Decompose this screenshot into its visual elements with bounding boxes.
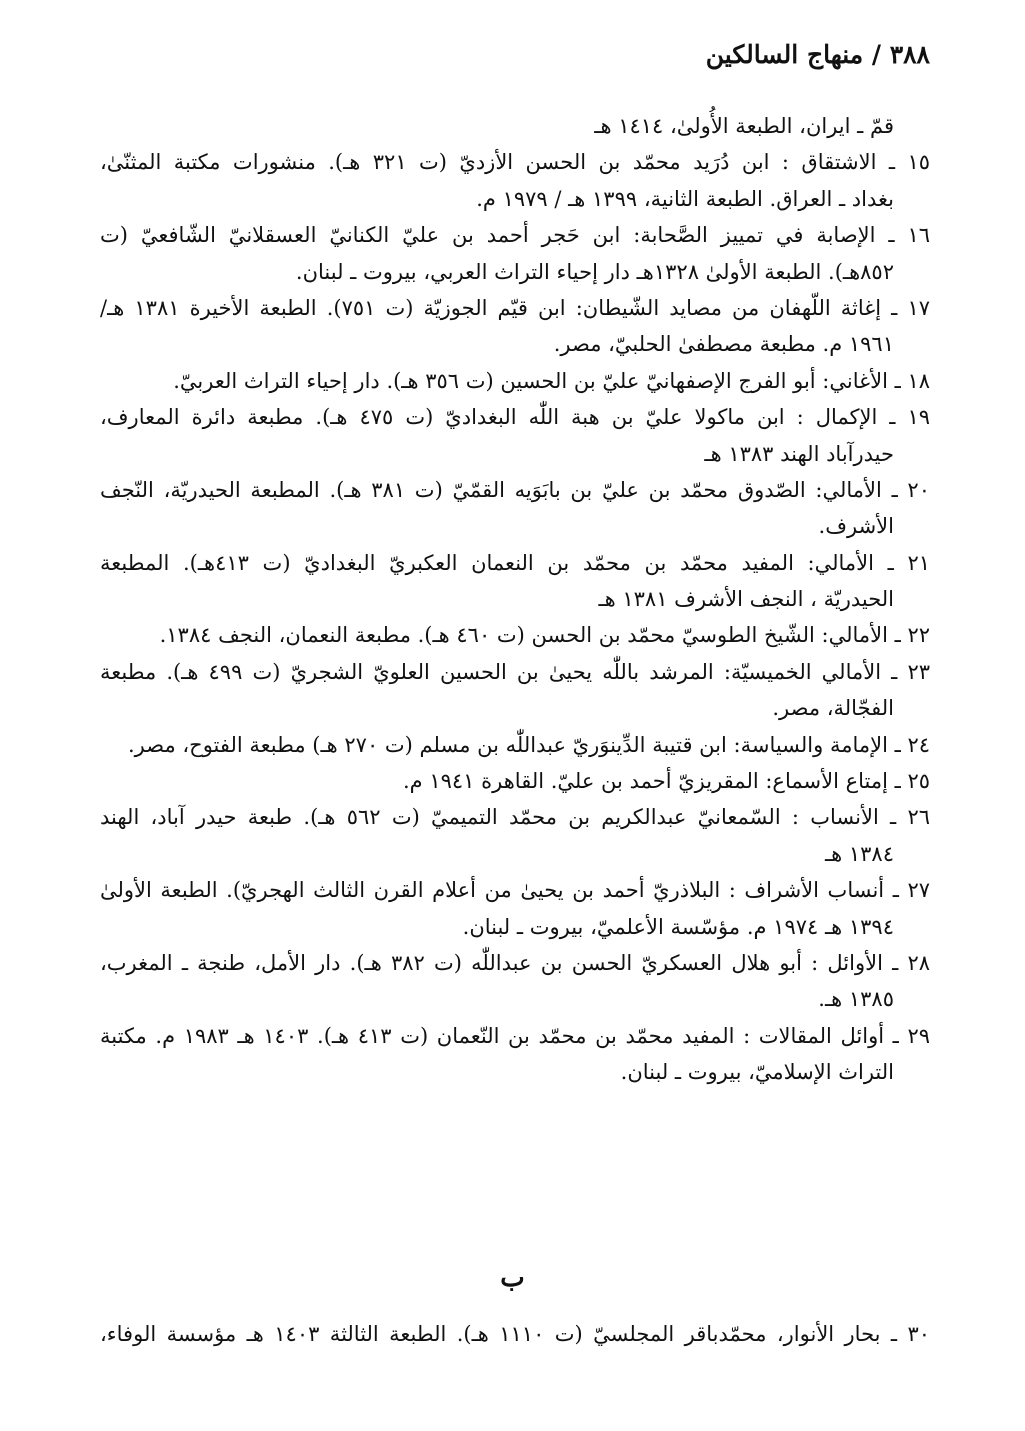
bibliography-line: ٨٥٢هـ). الطبعة الأولىٰ ١٣٢٨هـ دار إحياء التراث العربي، بيروت ـ لبنان. bbox=[295, 259, 894, 284]
bibliography-line: ١٣٨٤ هـ bbox=[824, 841, 894, 866]
bibliography-line: الفجّالة، مصر. bbox=[772, 696, 894, 721]
section-letter: ب bbox=[500, 1263, 525, 1293]
bibliography-line: حيدرآباد الهند ١٣٨٣ هـ bbox=[704, 441, 894, 466]
bibliography-line: الحيدريّة ، النجف الأشرف ١٣٨١ هـ bbox=[598, 587, 894, 612]
bibliography-line: ٢١ ـ الأمالي: المفيد محمّد بن محمّد بن النعمان العكبريّ البغداديّ (ت ٤١٣هـ). المطبعة bbox=[100, 550, 930, 575]
bibliography-line: ١٣٩٤ هـ ١٩٧٤ م. مؤسّسة الأعلميّ، بيروت ـ لبنان. bbox=[462, 914, 894, 939]
bibliography-entry-30: ٣٠ ـ بحار الأنوار، محمّدباقر المجلسيّ (ت ١١١٠ هـ). الطبعة الثالثة ١٤٠٣ هـ مؤسسة الوفاء، bbox=[100, 1322, 930, 1346]
bibliography-line: ٢٤ ـ الإمامة والسياسة: ابن قتيبة الدِّينوَريّ عبداللّٰه بن مسلم (ت ٢٧٠ هـ) مطبعة الفتوح، مصر. bbox=[127, 732, 930, 757]
bibliography-line: ١٥ ـ الاشتقاق : ابن دُرَيد محمّد بن الحسن الأزديّ (ت ٣٢١ هـ). منشورات مكتبة المثنّىٰ، bbox=[100, 150, 930, 175]
page-header: ٣٨٨ / منهاج السالكين bbox=[705, 40, 930, 69]
bibliography-list bbox=[100, 108, 930, 1091]
bibliography-line: ١٣٨٥ هـ. bbox=[818, 987, 894, 1012]
bibliography-line: ٢٣ ـ الأمالي الخميسيّة: المرشد باللّٰه يحيىٰ بن الحسين العلويّ الشجريّ (ت ٤٩٩ هـ). مطبعة bbox=[100, 659, 930, 684]
bibliography-line: ١٧ ـ إغاثة اللّهفان من مصايد الشّيطان: ابن قيّم الجوزيّة (ت ٧٥١). الطبعة الأخيرة ١٣٨١ هـ/ bbox=[100, 295, 930, 320]
bibliography-line: ١٩٦١ م. مطبعة مصطفىٰ الحلبيّ، مصر. bbox=[553, 332, 894, 357]
bibliography-line: بغداد ـ العراق. الطبعة الثانية، ١٣٩٩ هـ / ١٩٧٩ م. bbox=[476, 186, 894, 211]
bibliography-line: ١٨ ـ الأغاني: أبو الفرج الإصفهانيّ عليّ بن الحسين (ت ٣٥٦ هـ). دار إحياء التراث العربيّ. bbox=[173, 368, 930, 393]
bibliography-line: ٢٨ ـ الأوائل : أبو هلال العسكريّ الحسن بن عبداللّٰه (ت ٣٨٢ هـ). دار الأمل، طنجة ـ المغرب، bbox=[100, 950, 931, 975]
bibliography-line: ٢٩ ـ أوائل المقالات : المفيد محمّد بن محمّد بن النّعمان (ت ٤١٣ هـ). ١٤٠٣ هـ ١٩٨٣ م. مكتبة bbox=[100, 1023, 931, 1048]
bibliography-line: التراث الإسلاميّ، بيروت ـ لبنان. bbox=[620, 1060, 894, 1085]
bibliography-line: قمّ ـ ايران، الطبعة الأُولىٰ، ١٤١٤ هـ bbox=[594, 114, 894, 138]
bibliography-line: ٢٥ ـ إمتاع الأسماع: المقريزيّ أحمد بن عليّ. القاهرة ١٩٤١ م. bbox=[402, 769, 930, 794]
bibliography-line: ٢٢ ـ الأمالي: الشّيخ الطوسيّ محمّد بن الحسن (ت ٤٦٠ هـ). مطبعة النعمان، النجف ١٣٨٤. bbox=[159, 623, 930, 648]
bibliography-line: ١٦ ـ الإصابة في تمييز الصَّحابة: ابن حَجر أحمد بن عليّ الكنانيّ العسقلانيّ الشّافعيّ (ت bbox=[100, 223, 930, 248]
bibliography-line: ٢٧ ـ أنساب الأشراف : البلاذريّ أحمد بن يحيىٰ من أعلام القرن الثالث الهجريّ). الطبعة الأولىٰ bbox=[100, 878, 930, 903]
bibliography-line: ٢٠ ـ الأمالي: الصّدوق محمّد بن عليّ بن بابَوَيه القمّيّ (ت ٣٨١ هـ). المطبعة الحيدريّة، النّجف bbox=[100, 477, 930, 502]
bibliography-line: ٢٦ ـ الأنساب : السّمعانيّ عبدالكريم بن محمّد التميميّ (ت ٥٦٢ هـ). طبعة حيدر آباد، الهند bbox=[100, 805, 930, 830]
bibliography-line: ١٩ ـ الإكمال : ابن ماكولا عليّ بن هبة اللّٰه البغداديّ (ت ٤٧٥ هـ). مطبعة دائرة المعارف، bbox=[100, 405, 930, 430]
bibliography-line: الأشرف. bbox=[818, 514, 894, 539]
